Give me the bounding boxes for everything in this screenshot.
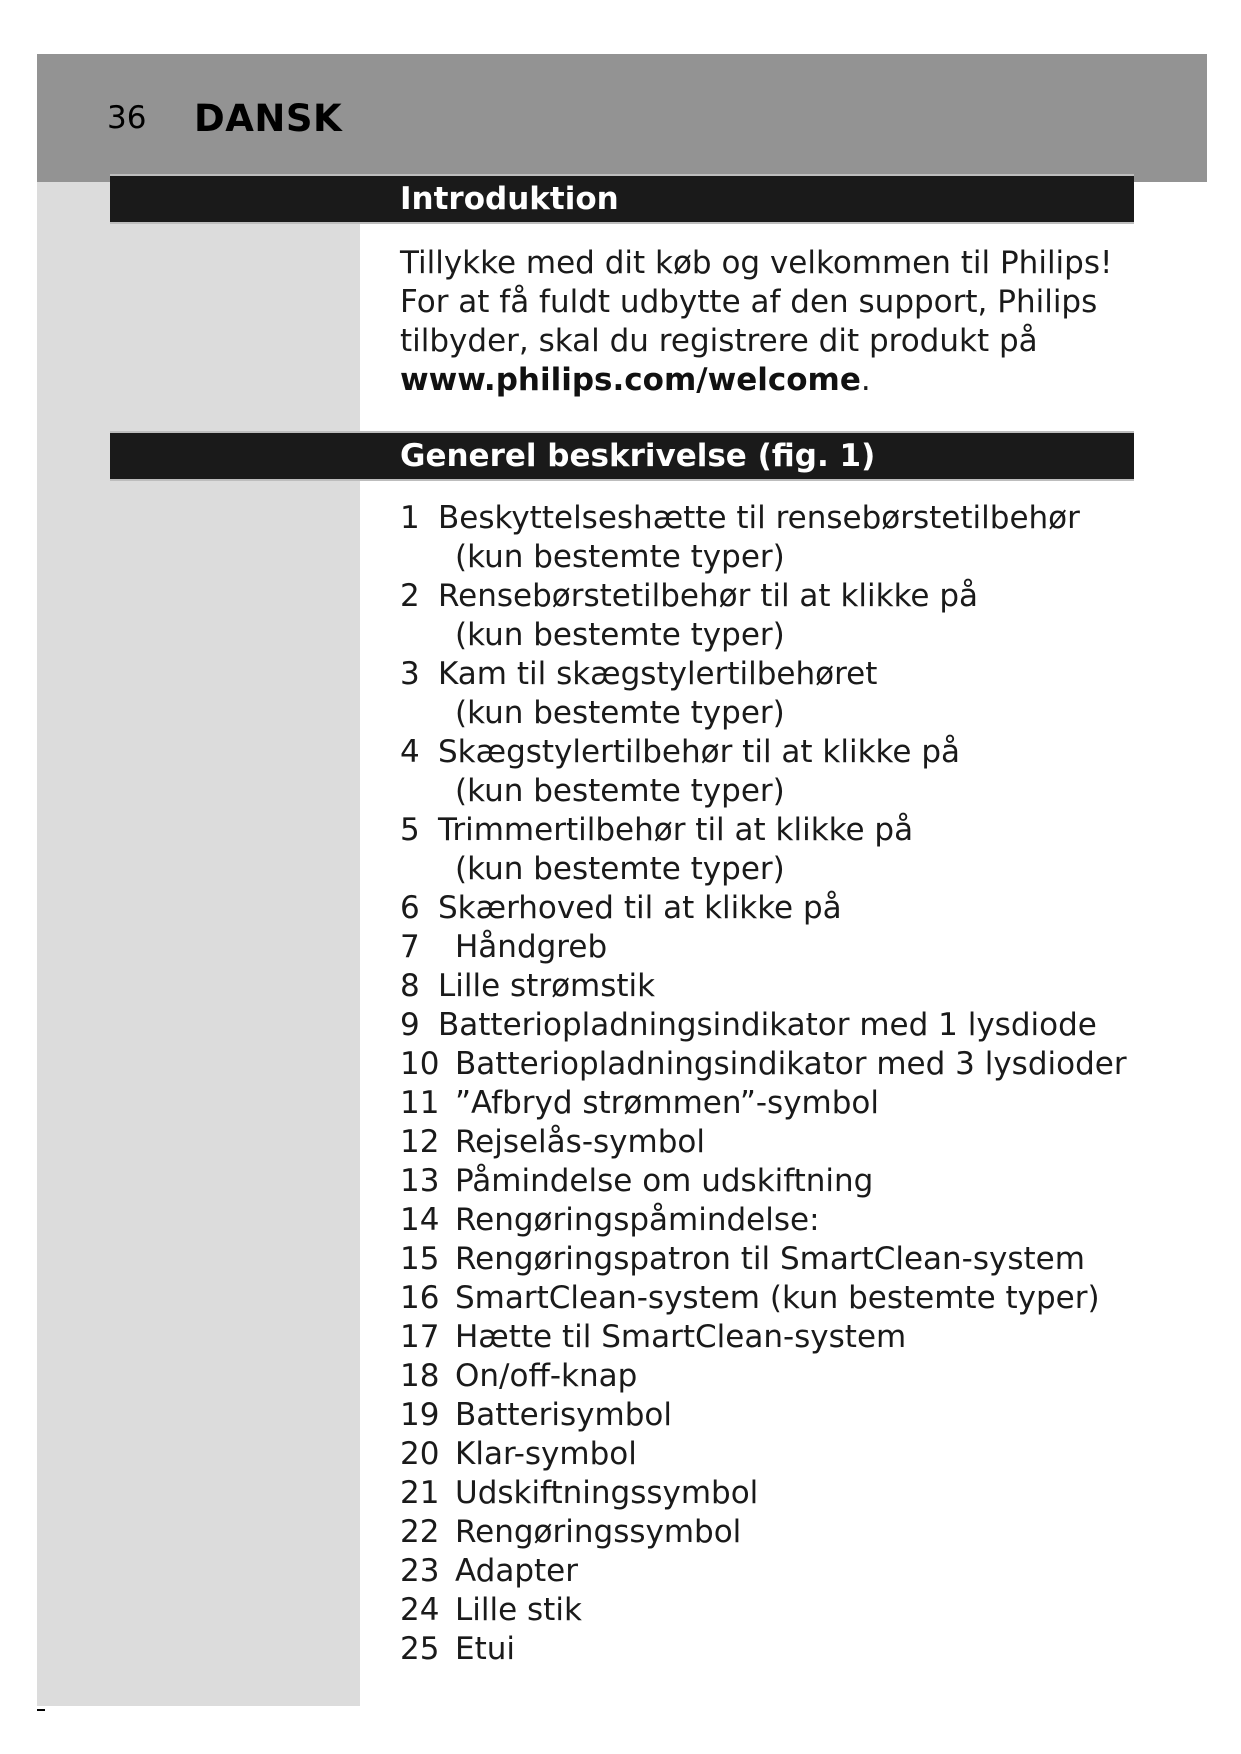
- list-item: [400, 1045, 1200, 1084]
- list-item: [400, 1552, 1200, 1591]
- item-number: 12: [400, 1124, 440, 1160]
- item-number: 21: [400, 1475, 440, 1511]
- item-text: Rengøringssymbol: [455, 1514, 742, 1550]
- item-number: 19: [400, 1397, 440, 1433]
- page-number: 36: [107, 100, 147, 136]
- item-number: 1: [400, 500, 420, 536]
- item-text: Påmindelse om udskiftning: [455, 1163, 874, 1199]
- list-item: [400, 1279, 1200, 1318]
- item-text: Hætte til SmartClean-system: [455, 1319, 907, 1355]
- list-item: [400, 499, 1200, 577]
- list-item: [400, 1591, 1200, 1630]
- list-item: [400, 655, 1200, 733]
- item-number: 13: [400, 1163, 440, 1199]
- item-note: (kun bestemte typer): [455, 851, 785, 887]
- list-item: [400, 1513, 1200, 1552]
- item-text: Batteriopladningsindikator med 1 lysdiode: [438, 1007, 1097, 1043]
- item-number: 7: [400, 929, 420, 965]
- item-number: 20: [400, 1436, 440, 1472]
- left-sidebar: [37, 182, 360, 1706]
- list-item: [400, 1162, 1200, 1201]
- item-number: 22: [400, 1514, 440, 1550]
- item-text: Lille stik: [455, 1592, 582, 1628]
- description-heading-bar: [110, 431, 1134, 481]
- item-number: 11: [400, 1085, 440, 1121]
- item-text: Håndgreb: [455, 929, 608, 965]
- item-text: Kam til skægstylertilbehøret: [438, 656, 878, 692]
- list-item: [400, 1357, 1200, 1396]
- item-number: 8: [400, 968, 420, 1004]
- item-note: (kun bestemte typer): [455, 617, 785, 653]
- intro-text: Tillykke med dit køb og velkommen til Philips! For at få fuldt udbytte af den support, Philips tilbyder, skal du registrere dit produkt på: [400, 245, 1113, 359]
- item-number: 5: [400, 812, 420, 848]
- intro-heading-bar: [110, 174, 1134, 224]
- item-text: Rengøringspåmindelse:: [455, 1202, 820, 1238]
- list-item: [400, 1240, 1200, 1279]
- item-number: 16: [400, 1280, 440, 1316]
- item-text: Klar-symbol: [455, 1436, 637, 1472]
- list-item: [400, 1123, 1200, 1162]
- list-item: [400, 733, 1200, 811]
- item-number: 17: [400, 1319, 440, 1355]
- item-text: Etui: [455, 1631, 516, 1667]
- list-item: [400, 1474, 1200, 1513]
- item-number: 23: [400, 1553, 440, 1589]
- item-note: (kun bestemte typer): [455, 695, 785, 731]
- list-item: [400, 967, 1200, 1006]
- list-item: [400, 1084, 1200, 1123]
- list-item: [400, 1630, 1200, 1669]
- list-item: [400, 1435, 1200, 1474]
- list-item: [400, 577, 1200, 655]
- parts-list: [400, 499, 1200, 1669]
- item-text: On/off-knap: [455, 1358, 638, 1394]
- intro-url-suffix: .: [860, 362, 871, 398]
- item-number: 4: [400, 734, 420, 770]
- item-text: Rengøringspatron til SmartClean-system: [455, 1241, 1085, 1277]
- item-text: Udskiftningssymbol: [455, 1475, 759, 1511]
- item-number: 25: [400, 1631, 440, 1667]
- corner-mark: [37, 1709, 45, 1711]
- list-item: [400, 889, 1200, 928]
- list-item: [400, 1006, 1200, 1045]
- item-text: Beskyttelseshætte til rensebørstetilbehør: [438, 500, 1080, 536]
- item-text: Lille strømstik: [438, 968, 656, 1004]
- list-item: [400, 928, 1200, 967]
- list-item: [400, 1396, 1200, 1435]
- description-heading: Generel beskrivelse (fig. 1): [400, 438, 876, 474]
- item-text: Adapter: [455, 1553, 578, 1589]
- item-number: 18: [400, 1358, 440, 1394]
- item-text: Skægstylertilbehør til at klikke på: [438, 734, 960, 770]
- item-number: 10: [400, 1046, 440, 1082]
- item-text: ”Afbryd strømmen”-symbol: [455, 1085, 880, 1121]
- list-item: [400, 811, 1200, 889]
- item-number: 14: [400, 1202, 440, 1238]
- item-number: 2: [400, 578, 420, 614]
- item-text: Skærhoved til at klikke på: [438, 890, 842, 926]
- item-note: (kun bestemte typer): [455, 539, 785, 575]
- item-number: 9: [400, 1007, 420, 1043]
- intro-paragraph: [400, 244, 1160, 400]
- item-text: Rensebørstetilbehør til at klikke på: [438, 578, 979, 614]
- item-number: 3: [400, 656, 420, 692]
- welcome-link[interactable]: www.philips.com/welcome: [400, 362, 861, 398]
- item-number: 15: [400, 1241, 440, 1277]
- item-note: (kun bestemte typer): [455, 773, 785, 809]
- list-item: [400, 1201, 1200, 1240]
- item-text: Batterisymbol: [455, 1397, 672, 1433]
- item-number: 6: [400, 890, 420, 926]
- intro-section: [400, 244, 1160, 400]
- item-number: 24: [400, 1592, 440, 1628]
- item-text: Batteriopladningsindikator med 3 lysdioder: [455, 1046, 1127, 1082]
- item-text: SmartClean-system (kun bestemte typer): [455, 1280, 1100, 1316]
- item-text: Rejselås-symbol: [455, 1124, 705, 1160]
- language-title: DANSK: [194, 97, 343, 140]
- list-item: [400, 1318, 1200, 1357]
- item-text: Trimmertilbehør til at klikke på: [438, 812, 914, 848]
- intro-heading: Introduktion: [400, 181, 619, 217]
